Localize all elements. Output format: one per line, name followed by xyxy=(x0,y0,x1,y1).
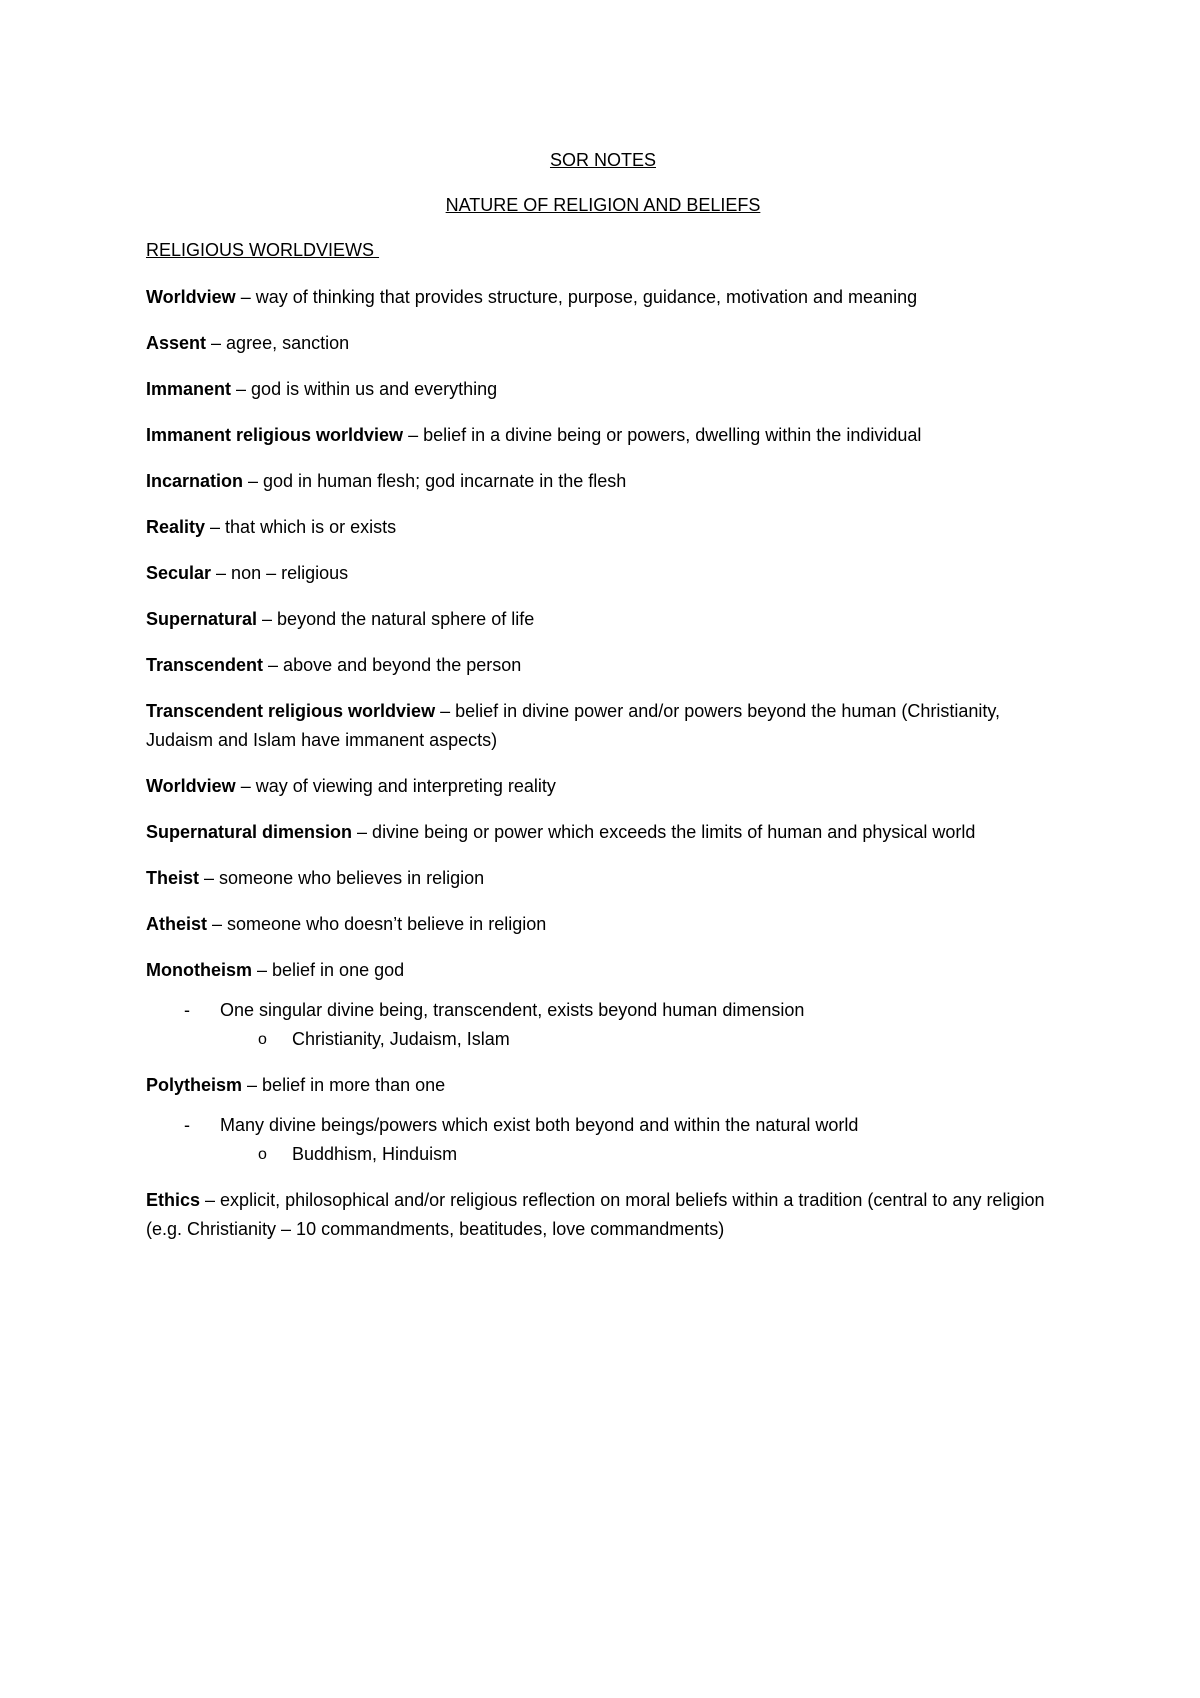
glossary-entry-reality xyxy=(146,513,1060,542)
definition: – belief in a divine being or powers, dwelling within the individual xyxy=(403,425,922,445)
term: Supernatural dimension xyxy=(146,822,353,842)
term: Assent xyxy=(146,333,207,353)
section-heading: RELIGIOUS WORLDVIEWS xyxy=(146,240,380,260)
glossary-list xyxy=(146,283,1060,1244)
glossary-entry-worldview-2 xyxy=(146,772,1060,801)
term: Reality xyxy=(146,517,206,537)
definition: – belief in more than one xyxy=(242,1075,446,1095)
definition: – god is within us and everything xyxy=(231,379,498,399)
glossary-entry-immanent-religious-worldview xyxy=(146,421,1060,450)
term: Secular xyxy=(146,563,212,583)
glossary-entry-polytheism xyxy=(146,1071,1060,1100)
definition: – non – religious xyxy=(211,563,349,583)
document-subtitle: NATURE OF RELIGION AND BELIEFS xyxy=(445,195,761,215)
glossary-entry-ethics xyxy=(146,1186,1060,1244)
glossary-entry-transcendent xyxy=(146,651,1060,680)
sub-list-item xyxy=(146,1140,1060,1169)
term: Worldview xyxy=(146,776,236,796)
monotheism-list xyxy=(146,996,1060,1054)
definition: – god in human flesh; god incarnate in the flesh xyxy=(243,471,627,491)
glossary-entry-worldview xyxy=(146,283,1060,312)
term: Transcendent religious worldview xyxy=(146,701,436,721)
list-item xyxy=(146,996,1060,1025)
term: Immanent religious worldview xyxy=(146,425,404,445)
definition: – way of thinking that provides structure, purpose, guidance, motivation and meaning xyxy=(235,287,918,307)
dash-bullet: - xyxy=(184,1115,190,1135)
dash-bullet: - xyxy=(184,1000,190,1020)
term: Incarnation xyxy=(146,471,244,491)
term: Ethics xyxy=(146,1190,201,1210)
term: Monotheism xyxy=(146,960,252,980)
list-item-text: One singular divine being, transcendent, exists beyond human dimension xyxy=(220,1000,805,1020)
glossary-entry-incarnation xyxy=(146,467,1060,496)
glossary-entry-immanent xyxy=(146,375,1060,404)
sub-list-item-text: Buddhism, Hinduism xyxy=(292,1144,458,1164)
term: Worldview xyxy=(146,287,236,307)
document-title: SOR NOTES xyxy=(549,150,656,170)
list-item-text: Many divine beings/powers which exist both beyond and within the natural world xyxy=(220,1115,859,1135)
polytheism-list xyxy=(146,1111,1060,1169)
glossary-entry-supernatural-dimension xyxy=(146,818,1060,847)
circle-bullet-icon: o xyxy=(258,1146,267,1163)
definition: – above and beyond the person xyxy=(263,655,522,675)
definition: – explicit, philosophical and/or religious reflection on moral beliefs within a tradition (central to any religion (e.g. Christianity – 10 commandments, beatitudes, love commandments) xyxy=(146,1190,1045,1239)
circle-bullet-icon: o xyxy=(258,1031,267,1048)
definition: – agree, sanction xyxy=(206,333,350,353)
definition: – way of viewing and interpreting reality xyxy=(235,776,556,796)
glossary-entry-assent xyxy=(146,329,1060,358)
list-item xyxy=(146,1111,1060,1140)
definition: – that which is or exists xyxy=(205,517,397,537)
term: Immanent xyxy=(146,379,232,399)
sub-list-item-text: Christianity, Judaism, Islam xyxy=(292,1029,510,1049)
definition: – someone who doesn’t believe in religion xyxy=(207,914,547,934)
definition: – belief in divine power and/or powers beyond the human (Christianity, Judaism and Islam have immanent aspects) xyxy=(146,701,1001,750)
term: Transcendent xyxy=(146,655,264,675)
definition: – someone who believes in religion xyxy=(199,868,485,888)
definition: – divine being or power which exceeds the limits of human and physical world xyxy=(352,822,976,842)
glossary-entry-secular xyxy=(146,559,1060,588)
term: Atheist xyxy=(146,914,208,934)
definition: – beyond the natural sphere of life xyxy=(257,609,535,629)
glossary-entry-supernatural xyxy=(146,605,1060,634)
term: Theist xyxy=(146,868,200,888)
term: Polytheism xyxy=(146,1075,243,1095)
term: Supernatural xyxy=(146,609,258,629)
glossary-entry-atheist xyxy=(146,910,1060,939)
glossary-entry-transcendent-religious-worldview xyxy=(146,697,1060,755)
glossary-entry-theist xyxy=(146,864,1060,893)
sub-list-item xyxy=(146,1025,1060,1054)
definition: – belief in one god xyxy=(252,960,405,980)
glossary-entry-monotheism xyxy=(146,956,1060,985)
